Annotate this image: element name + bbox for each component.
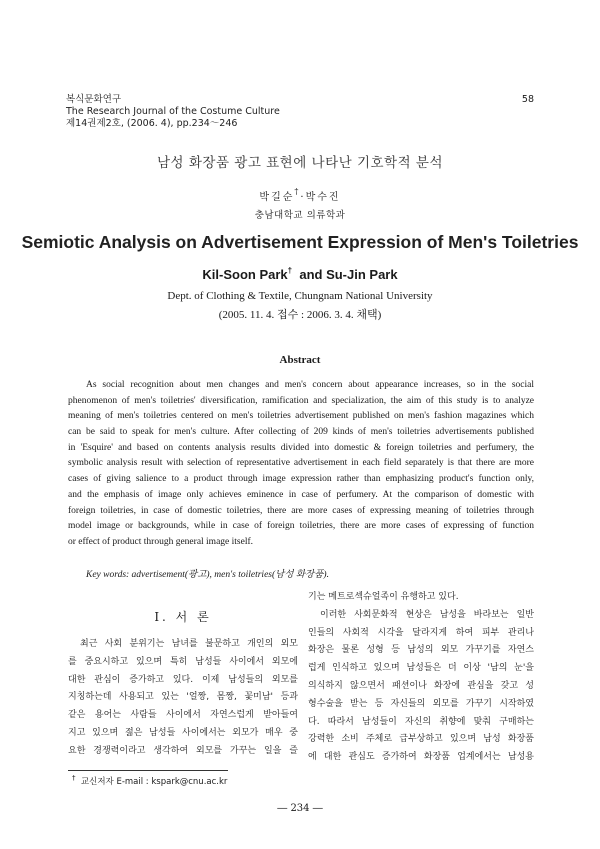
journal-name-english: The Research Journal of the Costume Culture bbox=[66, 106, 280, 117]
footnote-mark: † bbox=[72, 774, 76, 782]
keywords: Key words: advertisement(광고), men's toiletries(남성 화장품). bbox=[86, 570, 329, 580]
body-line: 화장은 물론 성형 등 남성의 외모 가꾸기를 자연스 bbox=[308, 645, 534, 656]
header-page-number: 58 bbox=[521, 94, 534, 105]
footnote-divider bbox=[68, 770, 228, 771]
body-line: 요한 경쟁력이라고 생각하여 외모를 가꾸는 일을 즐 bbox=[68, 745, 298, 756]
body-right-column bbox=[308, 589, 534, 767]
abstract-line: cases of giving salience to a product through image expression rather than emphasizing product's function only, bbox=[68, 474, 534, 485]
body-line: 지칭하는데 사용되고 있는 '얼짱, 몸짱, 꽃미남' 등과 bbox=[68, 692, 298, 703]
authors-korean bbox=[0, 188, 600, 203]
title-korean: 남성 화장품 광고 표현에 나타난 기호학적 분석 bbox=[156, 155, 444, 171]
abstract-body bbox=[68, 378, 534, 551]
abstract-line: As social recognition about men changes and men's concern about appearance increases, so in the social bbox=[86, 380, 534, 390]
body-line: 인들의 사회적 시각을 달라지게 하여 피부 관리나 bbox=[308, 627, 534, 638]
body-line: 대한 관심이 증가하고 있다. 이제 남성들의 외모를 bbox=[68, 674, 298, 685]
body-line: 의식하지 않으면서 패션이나 화장에 관심을 갖고 성 bbox=[308, 680, 534, 691]
body-line: 최근 사회 분위기는 남녀를 불문하고 개인의 외모 bbox=[80, 639, 298, 649]
body-line: 지고 있으며 젊은 남성들 사이에서는 외모가 매우 중 bbox=[68, 727, 298, 738]
author-english-2: and Su-Jin Park bbox=[299, 267, 398, 282]
body-line: 에 대한 관심도 증가하여 화장품 업계에서는 남성용 bbox=[308, 752, 534, 763]
abstract-line: can be said to speak for men's culture. After collecting of 209 kinds of men's toiletries advertisements published bbox=[68, 427, 534, 438]
abstract-line: model image or backgrounds, while in case of foreign toiletries, there are more cases of expressing of function bbox=[68, 521, 534, 532]
corresponding-mark: † bbox=[294, 187, 301, 196]
body-line: 다. 따라서 남성들이 자신의 취향에 맞춰 구매하는 bbox=[308, 716, 534, 727]
author-korean-2: ·박수진 bbox=[300, 192, 341, 203]
abstract-line: foreign toiletries, in case of domestic toiletries, there are more cases of expressing meaning of toiletries through bbox=[68, 505, 534, 516]
affiliation-korean: 충남대학교 의류학과 bbox=[254, 210, 346, 221]
section-heading-introduction: Ⅰ. 서 론 bbox=[154, 610, 212, 624]
body-line: 강력한 소비 주체로 급부상하고 있으며 남성 화장품 bbox=[308, 734, 534, 745]
footnote bbox=[72, 774, 227, 787]
body-left-column bbox=[68, 636, 298, 761]
abstract-line: symbolic analysis result with selection of representative advertisement in each field separately is that there are more bbox=[68, 458, 534, 469]
volume-info: 제14권제2호, (2006. 4), pp.234～246 bbox=[66, 118, 238, 129]
abstract-line: phenomenon of men's toiletries' diversification, ramification and specialization, the aim of this study is to analyze bbox=[68, 395, 534, 406]
abstract-heading: Abstract bbox=[279, 354, 321, 366]
footnote-text: 교신저자 E-mail : kspark@cnu.ac.kr bbox=[80, 776, 228, 787]
abstract-line: or effect of product through general image itself. bbox=[68, 536, 254, 547]
journal-name-korean: 복식문화연구 bbox=[66, 94, 122, 105]
abstract-line: meaning of men's toiletries centered on men's toiletries advertisement published on men's fashion magazines which bbox=[68, 411, 534, 422]
author-korean-1: 박길순 bbox=[259, 192, 295, 203]
body-line: 기는 메트로섹슈얼족이 유행하고 있다. bbox=[308, 592, 459, 602]
authors-english bbox=[0, 267, 600, 282]
body-line: 럽게 인식하고 있으며 남성들은 더 이상 '남의 눈'을 bbox=[308, 663, 534, 674]
author-english-1: Kil-Soon Park bbox=[202, 267, 288, 282]
abstract-line: in 'Esquire' and based on contents analysis results divided into domestic & foreign toiletries and perfumery, the bbox=[68, 442, 534, 453]
corresponding-mark-english: † bbox=[287, 266, 293, 275]
body-line: 같은 용어는 사람들 사이에서 자연스럽게 받아들여 bbox=[68, 710, 298, 721]
body-line: 를 중요시하고 있으며 특히 남성들 사이에서 외모에 bbox=[68, 656, 298, 667]
submission-dates: (2005. 11. 4. 접수 : 2006. 3. 4. 채택) bbox=[218, 309, 382, 321]
title-english: Semiotic Analysis on Advertisement Expression of Men's Toiletries bbox=[21, 232, 579, 252]
body-line: 이러한 사회문화적 현상은 남성을 바라보는 일반 bbox=[320, 609, 534, 620]
footer-page-number: ― 234 ― bbox=[277, 803, 323, 814]
affiliation-english: Dept. of Clothing & Textile, Chungnam National University bbox=[167, 290, 433, 302]
body-line: 형수술을 받는 등 자신들의 외모를 가꾸기 시작하였 bbox=[308, 698, 534, 709]
abstract-line: and the emphasis of image only achieves eminence in case of perfumery. At the comparison of domestic with bbox=[68, 489, 534, 500]
